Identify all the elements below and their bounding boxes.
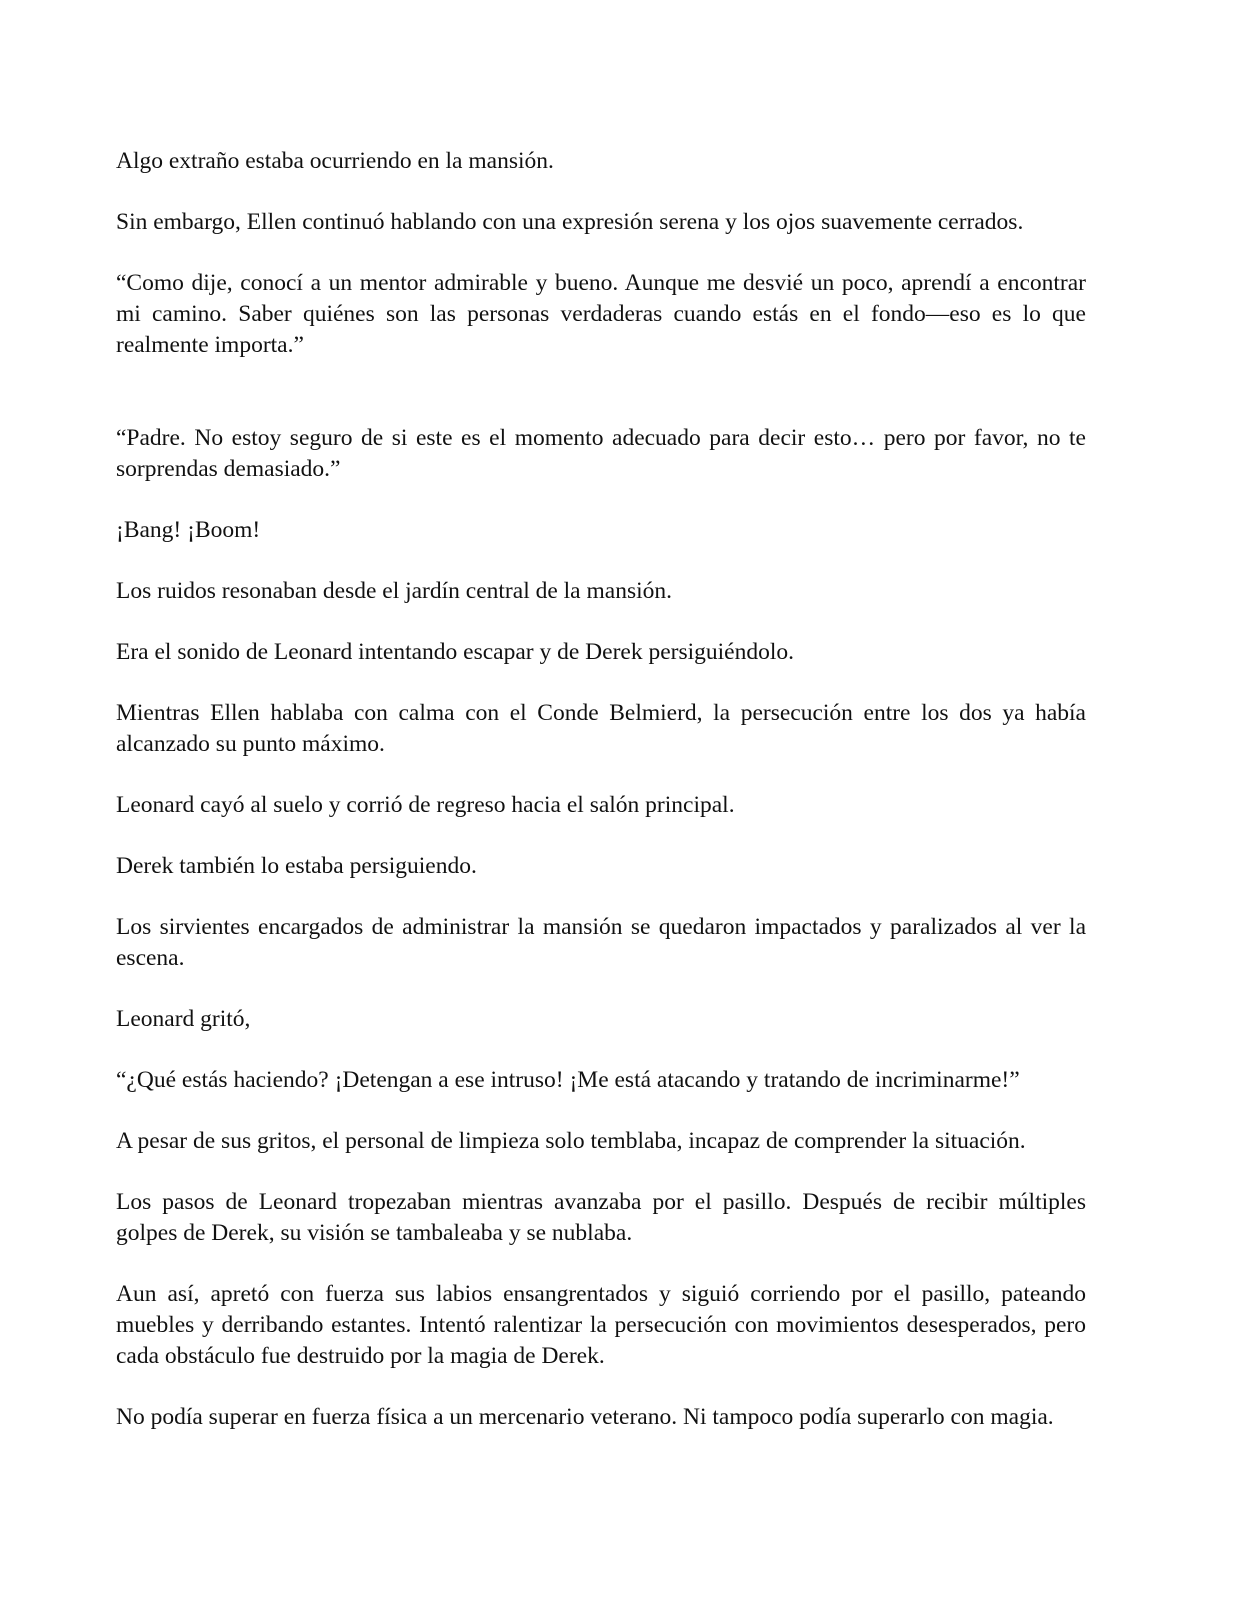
paragraph: A pesar de sus gritos, el personal de limpieza solo temblaba, incapaz de comprender la situación. (116, 1128, 1026, 1154)
paragraph: “Padre. No estoy seguro de si este es el momento adecuado para decir esto… pero por favor, no te sorprendas demasiado.” (116, 425, 1086, 482)
document-body (116, 146, 1086, 1463)
paragraph: Algo extraño estaba ocurriendo en la mansión. (116, 148, 554, 174)
paragraph: Los ruidos resonaban desde el jardín central de la mansión. (116, 578, 672, 604)
paragraph: Sin embargo, Ellen continuó hablando con una expresión serena y los ojos suavemente cerrados. (116, 209, 1024, 235)
paragraph: ¡Bang! ¡Boom! (116, 517, 261, 543)
paragraph: Leonard gritó, (116, 1006, 251, 1032)
paragraph: Los sirvientes encargados de administrar la mansión se quedaron impactados y paralizados al ver la escena. (116, 914, 1086, 971)
paragraph: “¿Qué estás haciendo? ¡Detengan a ese intruso! ¡Me está atacando y tratando de incriminarme!” (116, 1067, 1020, 1093)
paragraph: Era el sonido de Leonard intentando escapar y de Derek persiguiéndolo. (116, 639, 794, 665)
paragraph: Los pasos de Leonard tropezaban mientras avanzaba por el pasillo. Después de recibir múltiples golpes de Derek, su visión se tambaleaba y se nublaba. (116, 1189, 1086, 1246)
paragraph: Derek también lo estaba persiguiendo. (116, 853, 477, 879)
paragraph: Mientras Ellen hablaba con calma con el Conde Belmierd, la persecución entre los dos ya había alcanzado su punto máximo. (116, 700, 1086, 757)
paragraph: “Como dije, conocí a un mentor admirable y bueno. Aunque me desvié un poco, aprendí a encontrar mi camino. Saber quiénes son las personas verdaderas cuando estás en el fondo—eso es lo que realmente importa.” (116, 270, 1086, 358)
paragraph: Leonard cayó al suelo y corrió de regreso hacia el salón principal. (116, 792, 735, 818)
paragraph: Aun así, apretó con fuerza sus labios ensangrentados y siguió corriendo por el pasillo, pateando muebles y derribando estantes. Intentó ralentizar la persecución con movimientos desesperados, pero cada obstáculo fue destruido por la magia de Derek. (116, 1281, 1086, 1369)
paragraph: No podía superar en fuerza física a un mercenario veterano. Ni tampoco podía superarlo con magia. (116, 1404, 1054, 1430)
